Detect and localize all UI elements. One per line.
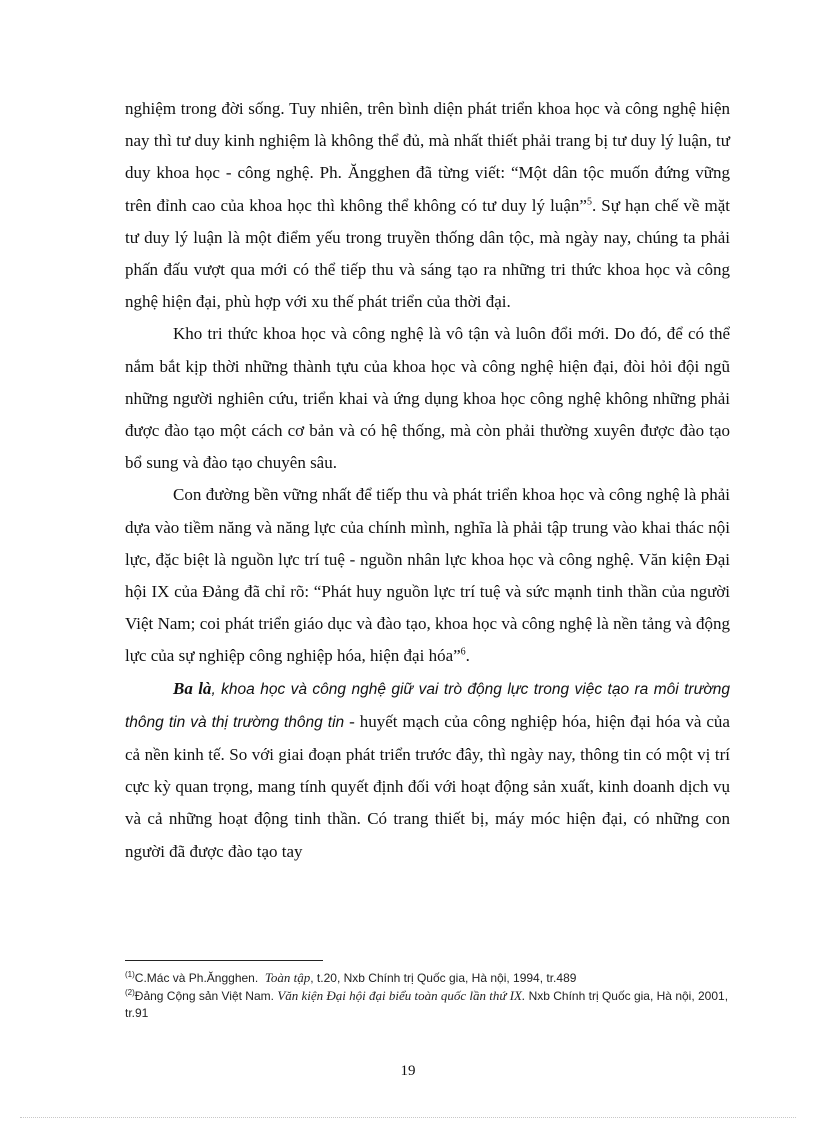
paragraph-1: [125, 93, 730, 318]
footnote-1-title: Toàn tập: [264, 970, 311, 985]
footnote-2-mark: (2): [125, 988, 135, 997]
footnote-reference-6: 6: [460, 646, 466, 658]
paragraph-2: Kho tri thức khoa học và công nghệ là vô tận và luôn đổi mới. Do đó, để có thể nắm bắt kịp thời những thành tựu của khoa học và công nghệ hiện đại, đòi hỏi đội ngũ những người nghiên cứu, triển khai và ứng dụng khoa học công nghệ không những phải được đào tạo một cách cơ bản và có hệ thống, mà còn phải thường xuyên được đào tạo bổ sung và đào tạo chuyên sâu.: [125, 324, 730, 473]
paragraph-3-text-end: .: [465, 646, 470, 666]
footnote-2-author: Đảng Cộng sản Việt Nam.: [134, 989, 274, 1003]
footnote-1-details: , t.20, Nxb Chính trị Quốc gia, Hà nội, 1994, tr.489: [310, 971, 577, 985]
paragraph-1-text-end: . Sự hạn chế về mặt tư duy lý luận là một điểm yếu trong truyền thống dân tộc, mà ngày nay, chúng ta phải phấn đấu vượt qua mới có thể tiếp thu và sáng tạo ra những tri thức khoa học và công nghệ hiện đại, phù hợp với xu thế phát triển của thời đại.: [125, 195, 731, 312]
footnote-2-title: Văn kiện Đại hội đại biểu toàn quốc lần thứ IX.: [277, 988, 526, 1003]
paragraph-1-text-start: nghiệm trong đời sống. Tuy nhiên, trên bình diện phát triển khoa học và công nghệ hiện nay thì tư duy kinh nghiệm là không thể đủ, mà nhất thiết phải trang bị tư duy lý luận, tư duy khoa học - công nghệ. Ph. Ăngghen đã từng viết: “Một dân tộc muốn đứng vững trên đỉnh cao của khoa học thì không thể không có tư duy lý luận”: [125, 99, 730, 215]
section-lead-ba-la: Ba là: [173, 678, 212, 698]
page-number: 19: [400, 1063, 416, 1079]
footnote-1-mark: (1): [125, 970, 135, 979]
document-body: [125, 93, 730, 868]
paragraph-4-text: - huyết mạch của công nghiệp hóa, hiện đại hóa và của cả nền kinh tế. So với giai đoạn phát triển trước đây, thì ngày nay, thông tin có một vị trí cực kỳ quan trọng, mang tính quyết định đối với hoạt động sản xuất, kinh doanh dịch vụ và cả những hoạt động tinh thần. Có trang thiết bị, máy móc hiện đại, có những con người đã được đào tạo tay: [125, 711, 730, 861]
paragraph-4-italic-clause: , khoa học và công nghệ giữ vai trò động lực trong việc tạo ra môi trường thông tin và thị trường thông tin: [125, 680, 730, 731]
footnote-reference-5: 5: [586, 195, 592, 207]
paragraph-3: [125, 479, 730, 672]
footnote-1: [125, 969, 730, 987]
footnotes: [125, 969, 730, 1022]
paragraph-4: [125, 673, 730, 868]
paragraph-3-text-start: Con đường bền vững nhất để tiếp thu và phát triển khoa học và công nghệ là phải dựa vào tiềm năng và năng lực của chính mình, nghĩa là phải tập trung vào khai thác nội lực, đặc biệt là nguồn lực trí tuệ - nguồn nhân lực khoa học và công nghệ. Văn kiện Đại hội IX của Đảng đã chỉ rõ: “Phát huy nguồn lực trí tuệ và sức mạnh tinh thần của người Việt Nam; coi phát triển giáo dục và đào tạo, khoa học và công nghệ là nền tảng và động lực của sự nghiệp công nghiệp hóa, hiện đại hóa”: [125, 485, 730, 666]
page-bottom-edge: [20, 1117, 796, 1118]
footnote-1-author: C.Mác và Ph.Ăngghen.: [134, 971, 259, 985]
footnote-separator: [125, 960, 323, 961]
footnote-2: [125, 987, 730, 1022]
footnote-2-details: Nxb Chính trị Quốc gia, Hà nội, 2001, tr.91: [125, 989, 729, 1020]
